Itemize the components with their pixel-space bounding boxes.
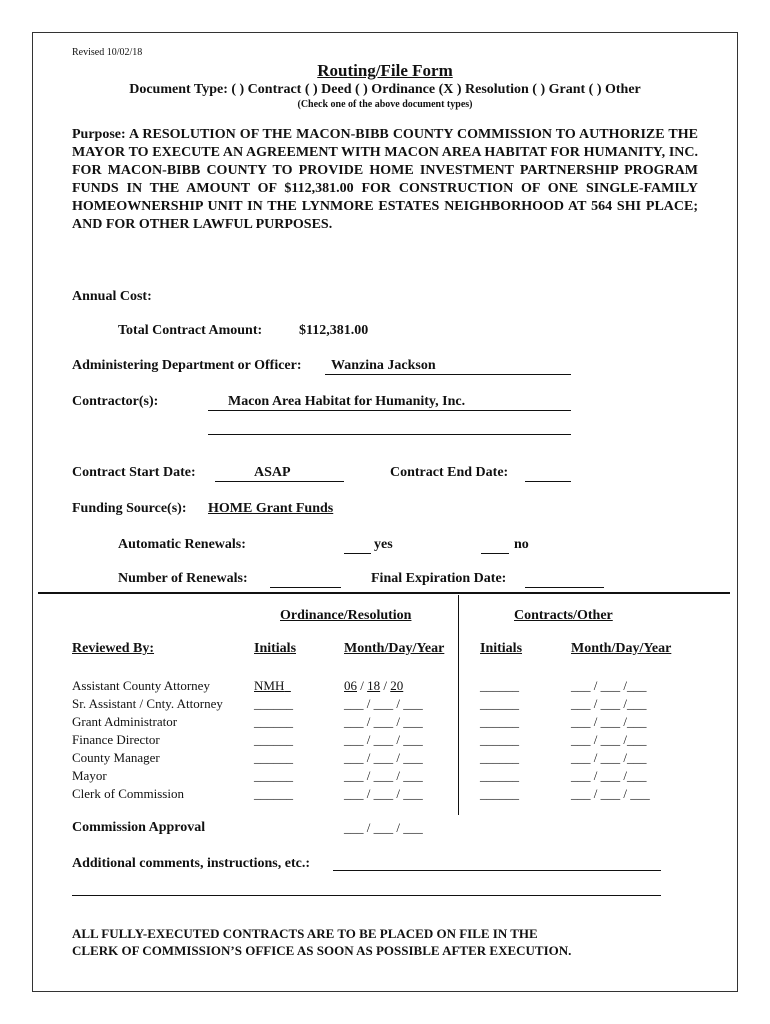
- contractor-line-2: [208, 434, 571, 435]
- contract-end-label: Contract End Date:: [390, 465, 509, 480]
- total-contract-label: Total Contract Amount:: [118, 323, 263, 338]
- ord-initials-blank: ______: [254, 696, 293, 711]
- administering-officer-line: [325, 374, 571, 375]
- con-initials-blank: ______: [480, 732, 519, 747]
- reviewer-name: Sr. Assistant / Cnty. Attorney: [72, 696, 223, 711]
- section-divider: [38, 592, 730, 594]
- con-date-blank: ___ / ___ / ___: [571, 786, 650, 801]
- con-initials-blank: ______: [480, 714, 519, 729]
- contract-start-line: [215, 481, 344, 482]
- comments-line-2: [72, 895, 661, 896]
- ord-initials-blank: ______: [254, 732, 293, 747]
- ord-initials-blank: ______: [254, 750, 293, 765]
- contractor-value: Macon Area Habitat for Humanity, Inc.: [228, 394, 466, 409]
- comments-line-1: [333, 870, 661, 871]
- revised-date: Revised 10/02/18: [72, 47, 143, 58]
- contract-start-value: ASAP: [254, 465, 291, 480]
- column-divider: [458, 595, 459, 815]
- annual-cost-label: Annual Cost:: [72, 289, 152, 304]
- ord-date-blank: ___ / ___ / ___: [344, 696, 423, 711]
- con-initials-blank: ______: [480, 696, 519, 711]
- renewals-yes-label: yes: [374, 537, 393, 552]
- con-date-blank: ___ / ___ /___: [571, 714, 647, 729]
- renewals-no-label: no: [514, 537, 529, 552]
- automatic-renewals-label: Automatic Renewals:: [118, 537, 246, 552]
- date-month: 06: [344, 678, 357, 693]
- reviewer-name: Assistant County Attorney: [72, 678, 210, 693]
- con-initials-blank: ______: [480, 768, 519, 783]
- administering-officer-label: Administering Department or Officer:: [72, 358, 302, 373]
- date-year: 20: [390, 678, 404, 693]
- purpose-text: Purpose: A RESOLUTION OF THE MACON-BIBB COUNTY COMMISSION TO AUTHORIZE THE MAYOR TO EXECUTE AN AGREEMENT WITH MACON AREA HABITAT FOR HUMANITY, INC. FOR MACON-BIBB COUNTY TO PROVIDE HOME INVESTMENT PARTNERSHIP PROGRAM FUNDS IN THE AMOUNT OF $112,381.00 FOR CONSTRUCTION OF ONE SINGLE-FAMILY HOMEOWNERSHIP UNIT IN THE LYNMORE ESTATES NEIGHBORHOOD AT 564 SHI PLACE; AND FOR OTHER LAWFUL PURPOSES.: [72, 127, 698, 232]
- number-of-renewals-label: Number of Renewals:: [118, 571, 248, 586]
- contract-start-label: Contract Start Date:: [72, 465, 196, 480]
- contract-end-line: [525, 481, 571, 482]
- final-expiration-line: [525, 587, 604, 588]
- document-type-line: Document Type: ( ) Contract ( ) Deed ( ) Ordinance (X ) Resolution ( ) Grant ( ) Other: [129, 82, 641, 97]
- commission-approval-label: Commission Approval: [72, 820, 206, 835]
- commission-approval-date-blank: ___ / ___ / ___: [344, 820, 423, 835]
- con-initials-blank: ______: [480, 678, 519, 693]
- document-type-note: (Check one of the above document types): [297, 99, 473, 110]
- number-of-renewals-line: [270, 587, 341, 588]
- con-date-blank: ___ / ___ /___: [571, 678, 647, 693]
- ord-date-blank: ___ / ___ / ___: [344, 714, 423, 729]
- reviewer-name: Mayor: [72, 768, 107, 783]
- ord-initials-heading: Initials: [254, 641, 297, 656]
- con-initials-blank: ______: [480, 750, 519, 765]
- reviewer-name: Clerk of Commission: [72, 786, 184, 801]
- ord-date-blank: ___ / ___ / ___: [344, 786, 423, 801]
- reviewer-name: Grant Administrator: [72, 714, 178, 729]
- date-day: 18: [367, 678, 381, 693]
- reviewer-name: County Manager: [72, 750, 160, 765]
- con-date-heading: Month/Day/Year: [571, 641, 672, 656]
- ord-initials-blank: ______: [254, 714, 293, 729]
- reviewer-initials: [254, 677, 291, 695]
- reviewer-name: Finance Director: [72, 732, 160, 747]
- contractor-line: [208, 410, 571, 411]
- page-title: Routing/File Form: [317, 61, 453, 80]
- ord-date-blank: ___ / ___ / ___: [344, 732, 423, 747]
- contracts-other-heading: Contracts/Other: [514, 608, 613, 623]
- con-date-blank: ___ / ___ /___: [571, 750, 647, 765]
- renewals-yes-line: [344, 553, 371, 554]
- ord-date-heading: Month/Day/Year: [344, 641, 445, 656]
- con-date-blank: ___ / ___ /___: [571, 732, 647, 747]
- con-date-blank: ___ / ___ /___: [571, 696, 647, 711]
- ordinance-resolution-heading: Ordinance/Resolution: [280, 608, 412, 623]
- ord-initials-blank: ______: [254, 786, 293, 801]
- con-initials-blank: ______: [480, 786, 519, 801]
- con-date-blank: ___ / ___ /___: [571, 768, 647, 783]
- total-contract-value: $112,381.00: [299, 323, 369, 338]
- ord-date-blank: ___ / ___ / ___: [344, 768, 423, 783]
- notice-line-2: CLERK OF COMMISSION’S OFFICE AS SOON AS POSSIBLE AFTER EXECUTION.: [72, 943, 572, 958]
- contractor-label: Contractor(s):: [72, 394, 159, 409]
- notice-line-1: ALL FULLY-EXECUTED CONTRACTS ARE TO BE PLACED ON FILE IN THE: [72, 926, 538, 941]
- funding-source-label: Funding Source(s):: [72, 501, 187, 516]
- funding-source-value: HOME Grant Funds: [208, 501, 334, 516]
- administering-officer-value: Wanzina Jackson: [331, 358, 436, 373]
- initials-value: NMH: [254, 678, 285, 693]
- comments-label: Additional comments, instructions, etc.:: [72, 856, 310, 871]
- ord-initials-blank: ______: [254, 768, 293, 783]
- renewals-no-line: [481, 553, 509, 554]
- final-expiration-label: Final Expiration Date:: [371, 571, 507, 586]
- ord-date-blank: ___ / ___ / ___: [344, 750, 423, 765]
- con-initials-heading: Initials: [480, 641, 523, 656]
- reviewed-by-heading: Reviewed By:: [72, 641, 155, 656]
- reviewer-date: 06 / 18 / 20: [344, 678, 404, 693]
